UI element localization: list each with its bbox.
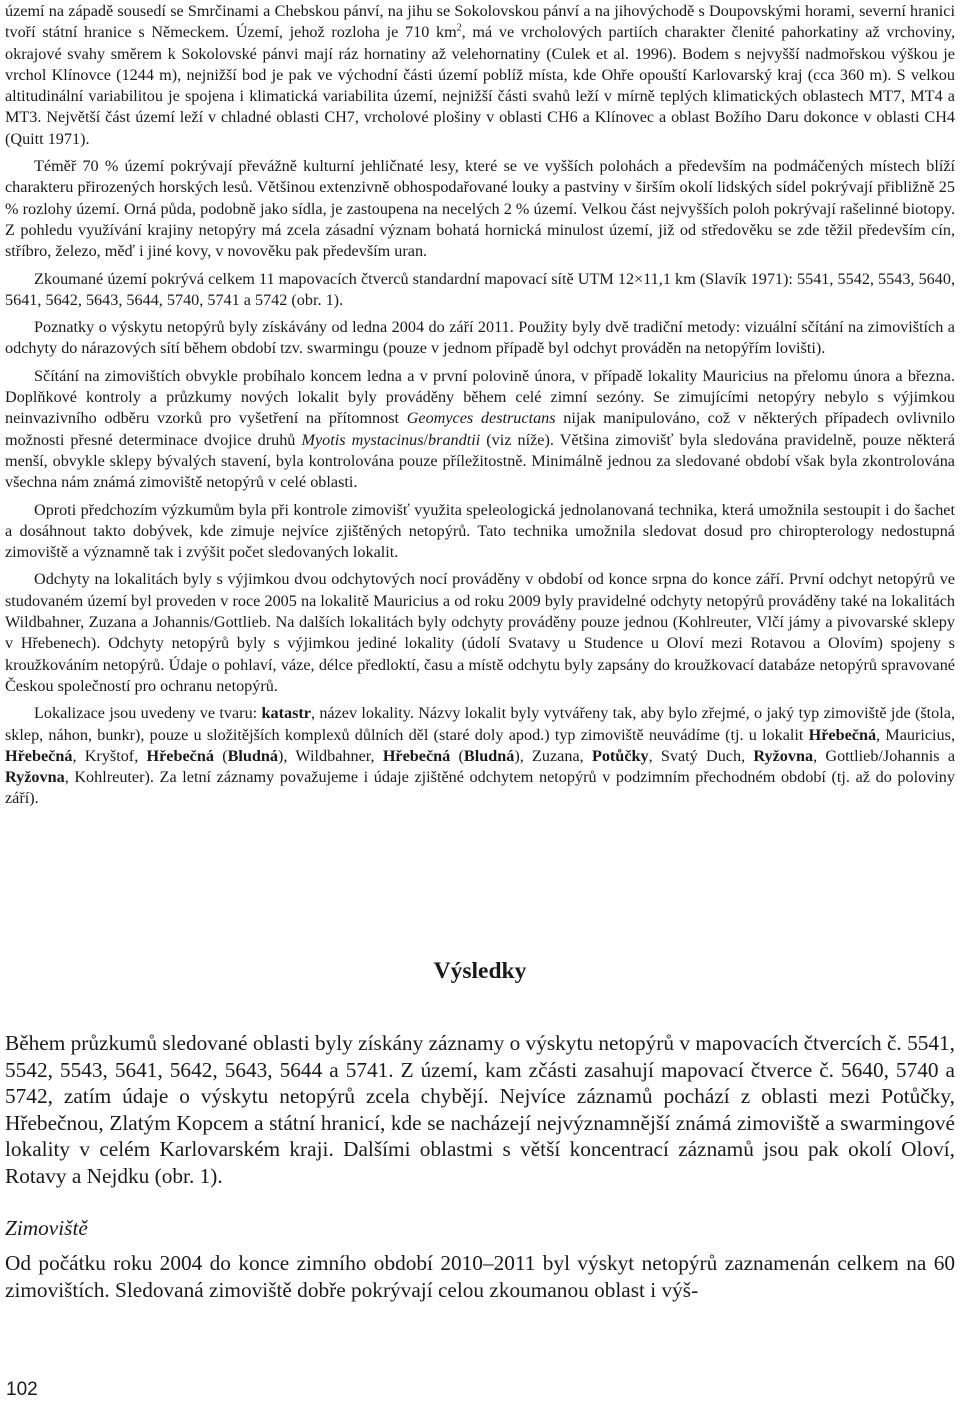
results-text [5, 1030, 955, 1190]
page-number: 102 [6, 1379, 38, 1400]
paragraph-methods: Poznatky o výskytu netopýrů byly získávány od ledna 2004 do září 2011. Použity byly dvě tradiční metody: vizuální sčítání na zimovištích a odchyty do nárazových sítí během období tzv. swarmingu (pouze v jednom případě byl odchyt prováděn na netopýřím lovišti). [5, 318, 955, 358]
paragraph-speleo-technique: Oproti předchozím výzkumům byla při kontrole zimovišť využita speleologická jednolanovaná technika, která umožnila sestoupit i do šachet a dosáhnout takto dobývek, kde zimuje nejvíce zjištěných netopýrů. Tato technika umožnila sledovat dosud pro chiropterology nedostupná zimoviště a významně tak i zvýšit počet sledovaných lokalit. [5, 500, 955, 562]
paragraph-mist-netting: Odchyty na lokalitách byly s výjimkou dvou odchytových nocí prováděny v období od konce srpna do konce září. První odchyt netopýrů ve studovaném území byl proveden v roce 2005 na lokalitě Mauricius a od roku 2009 byly pravidelné odchyty netopýrů prováděny také na lokalitách Wildbahner, Zuzana a Johannis/Gottlieb. Na dalších lokalitách byly odchyty prováděny pouze jednou (Kohlreuter, Vlčí jámy a pivovarské sklepy v Hřebenech). Odchyty netopýrů byly s výjimkou jediné lokality (údolí Svatavy u Studence u Oloví mezi Rotavou a Olovím) spojeny s kroužkováním netopýrů. Údaje o pohlaví, váze, délce předloktí, času a místě odchytu byly zapsány do kroužkovací databáze netopýrů spravované Českou společností pro ochranu netopýrů. [5, 570, 955, 695]
paragraph-land-cover: Téměř 70 % území pokrývají převážně kulturní jehličnaté lesy, které se ve vyšších polohách a především na podmáčených místech blíží charakteru přirozených horských lesů. Většinou extenzivně obhospodařované louky a pastviny v širším okolí lidských sídel pokrývají přibližně 25 % rozlohy území. Orná půda, podobně jako sídla, je zastoupena na necelých 2 % území. Velkou část nejvyšších poloh pokrývají rašelinné biotopy. Z pohledu využívání krajiny netopýry má zcela zásadní význam bohatá hornická minulost území, již od středověku se zde těžil především cín, stříbro, železo, měď i jiné kovy, v novověku pak především uran. [5, 157, 955, 261]
results-hibernacula-text [5, 1250, 955, 1303]
subsection-heading: Zimoviště [5, 1216, 88, 1240]
section-heading: Výsledky [433, 958, 527, 984]
paragraph-localities: Lokalizace jsou uvedeny ve tvaru: katastr, název lokality. Názvy lokalit byly vytvářeny tak, aby bylo zřejmé, o jaký typ zimoviště jde (štola, sklep, náhon, bunkr), pouze u složitějších komplexů důlních děl (staré doly apod.) typ zimoviště neuvádíme (tj. u lokalit Hřebečná, Mauricius, Hřebečná, Kryštof, Hřebečná (Bludná), Wildbahner, Hřebečná (Bludná), Zuzana, Potůčky, Svatý Duch, Ryžovna, Gottlieb/Johannis a Ryžovna, Kohlreuter). Za letní záznamy považujeme i údaje zjištěné odchytem netopýrů v podzimním přechodném období (tj. až do poloviny září). [5, 704, 956, 808]
paragraph-mapping-squares: Zkoumané území pokrývá celkem 11 mapovacích čtverců standardní mapovací sítě UTM 12×11,1 km (Slavík 1971): 5541, 5542, 5543, 5640, 5641, 5642, 5643, 5644, 5740, 5741 a 5742 (obr. 1). [5, 269, 955, 309]
paragraph-results-overview: Během průzkumů sledované oblasti byly získány záznamy o výskytu netopýrů v mapovacích čtvercích č. 5541, 5542, 5543, 5641, 5642, 5643, 5644 a 5741. Z území, kam zčásti zasahují mapovací čtverce č. 5640, 5740 a 5742, zatím údaje o výskytu netopýrů zcela chybějí. Nejvíce záznamů pochází z oblasti mezi Potůčky, Hřebečnou, Zlatým Kopcem a státní hranicí, kde se nacházejí nejvýznamnější známá zimoviště a swarmingové lokality v celém Karlovarském kraji. Dalšími oblastmi s větší koncentrací záznamů jsou pak okolí Oloví, Rotavy a Nejdku (obr. 1). [5, 1031, 955, 1188]
paragraph-study-area: území na západě sousedí se Smrčinami a Chebskou pánví, na jihu se Sokolovskou pánví a na jihovýchodě s Doupovskými horami, severní hranici tvoří státní hranice s Německem. Území, jehož rozloha je 710 $km^2$, má ve vrcholových partiích charakter členité pahorkatiny až vrchoviny, okrajové svahy směrem k Sokolovské pánvi mají ráz hornatiny až velehornatiny (Culek et al. 1996). Bodem s nejvyšší nadmořskou výškou je vrchol Klínovce (1244 m), nejnižší bod je pak ve východní části území poblíž místa, kde Ohře opouští Karlovarský kraj (cca 360 m). S velkou altitudinální variabilitou je spojena i klimatická variabilita území, nejnižší části svahů leží v mírně teplých klimatických oblastech MT7, MT4 a MT3. Největší část území leží v chladné oblasti CH7, vrcholové plošiny v oblasti CH6 a Klínovec a oblast Božího Daru dokonce v oblasti CH4 (Quitt 1971). [5, 2, 955, 148]
methods-text [5, 1, 955, 810]
paragraph-hibernacula-counts: Sčítání na zimovištích obvykle probíhalo koncem ledna a v první polovině února, v případě lokality Mauricius na přelomu února a března. Doplňkové kontroly a průzkumy nových lokalit byly prováděny během celé zimní sezóny. Se zimujícími netopýry nebylo s výjimkou neinvazivního odběru vzorků pro vyšetření na přítomnost Geomyces destructans nijak manipulováno, což v některých případech ovlivnilo možnosti přesné determinace dvojice druhů Myotis mystacinus/brandtii (viz níže). Většina zimovišť byla sledována pravidelně, pouze některá menší, obvykle sklepy bývalých stavení, byla kontrolována pouze příležitostně. Minimálně jednou za sledované období však byla zkontrolována všechna nám známá zimoviště netopýrů v celé oblasti. [5, 366, 955, 492]
paragraph-hibernacula-results: Od počátku roku 2004 do konce zimního období 2010–2011 byl výskyt netopýrů zaznamenán celkem na 60 zimovištích. Sledovaná zimoviště dobře pokrývají celou zkoumanou oblast i výš- [5, 1251, 955, 1302]
